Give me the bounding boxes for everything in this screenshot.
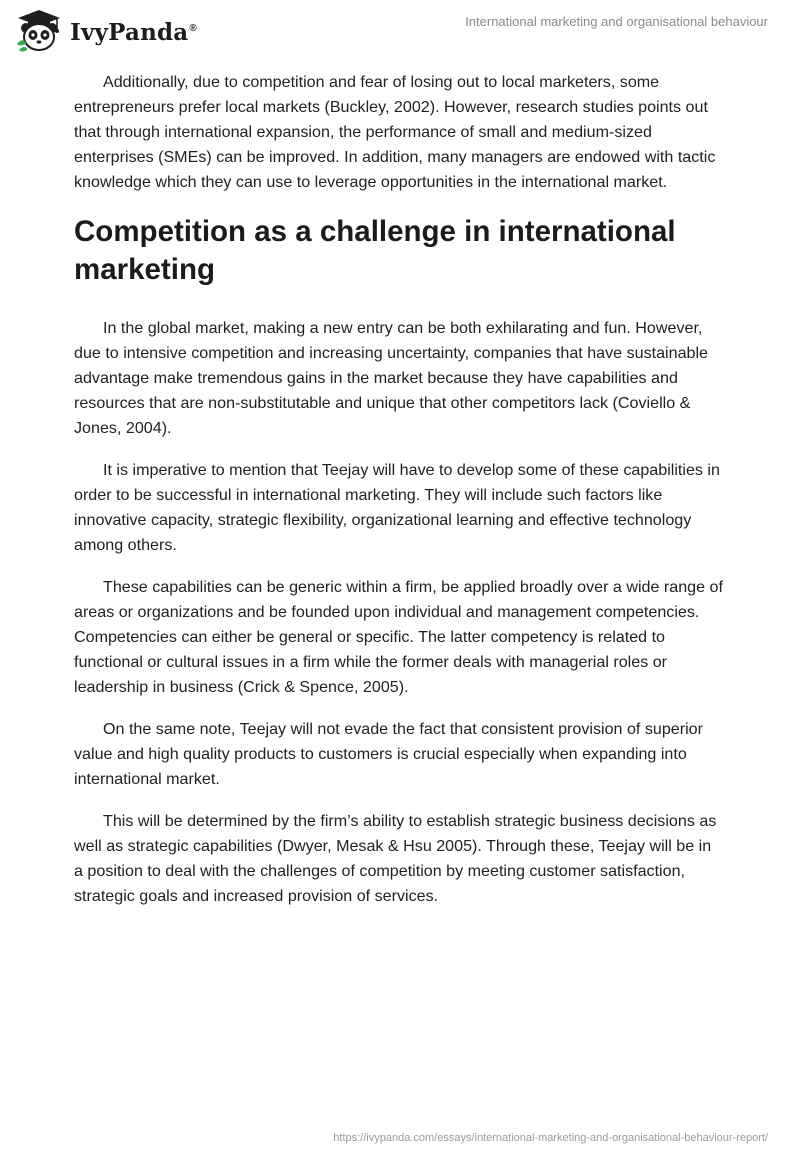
section-heading: Competition as a challenge in international marketing (74, 215, 676, 286)
page-header (0, 0, 800, 60)
paragraph: These capabilities can be generic within a firm, be applied broadly over a wide range of areas or organizations and be founded upon individual and management competencies. Competencies can either be general or specific. The latter competency is related to functional or cultural issues in a firm while the former deals with managerial roles or leadership in business (Crick & Spence, 2005). (74, 578, 723, 696)
article-body (74, 70, 724, 926)
paragraph: On the same note, Teejay will not evade the fact that consistent provision of superior value and high quality products to customers is crucial especially when expanding into international market. (74, 720, 703, 788)
source-url[interactable]: https://ivypanda.com/essays/international-marketing-and-organisational-behaviour-report/ (333, 1132, 768, 1144)
paragraph: It is imperative to mention that Teejay will have to develop some of these capabilities in order to be successful in international marketing. They will include such factors like innovative capacity, strategic flexibility, organizational learning and effective technology among others. (74, 461, 720, 554)
logo-wordmark: IvyPanda® (70, 18, 197, 46)
document-title: International marketing and organisational behaviour (465, 14, 768, 29)
paragraph: This will be determined by the firm’s ability to establish strategic business decisions as well as strategic capabilities (Dwyer, Mesak & Hsu 2005). Through these, Teejay will be in a position to deal with the challenges of competition by meeting customer satisfaction, strategic goals and increased provision of services. (74, 812, 717, 905)
paragraph: In the global market, making a new entry can be both exhilarating and fun. However, due to intensive competition and increasing uncertainty, companies that have sustainable advantage make tremendous gains in the market because they have capabilities and resources that are non-substitutable and unique that other competitors lack (Coviello & Jones, 2004). (74, 319, 709, 437)
paragraph: Additionally, due to competition and fear of losing out to local marketers, some entrepreneurs prefer local markets (Buckley, 2002). However, research studies points out that through international expansion, the performance of small and medium-sized enterprises (SMEs) can be improved. In addition, many managers are endowed with tactic knowledge which they can use to leverage opportunities in the international market. (74, 73, 716, 191)
panda-graduation-cap-icon (14, 8, 64, 54)
ivypanda-logo[interactable] (14, 8, 197, 54)
